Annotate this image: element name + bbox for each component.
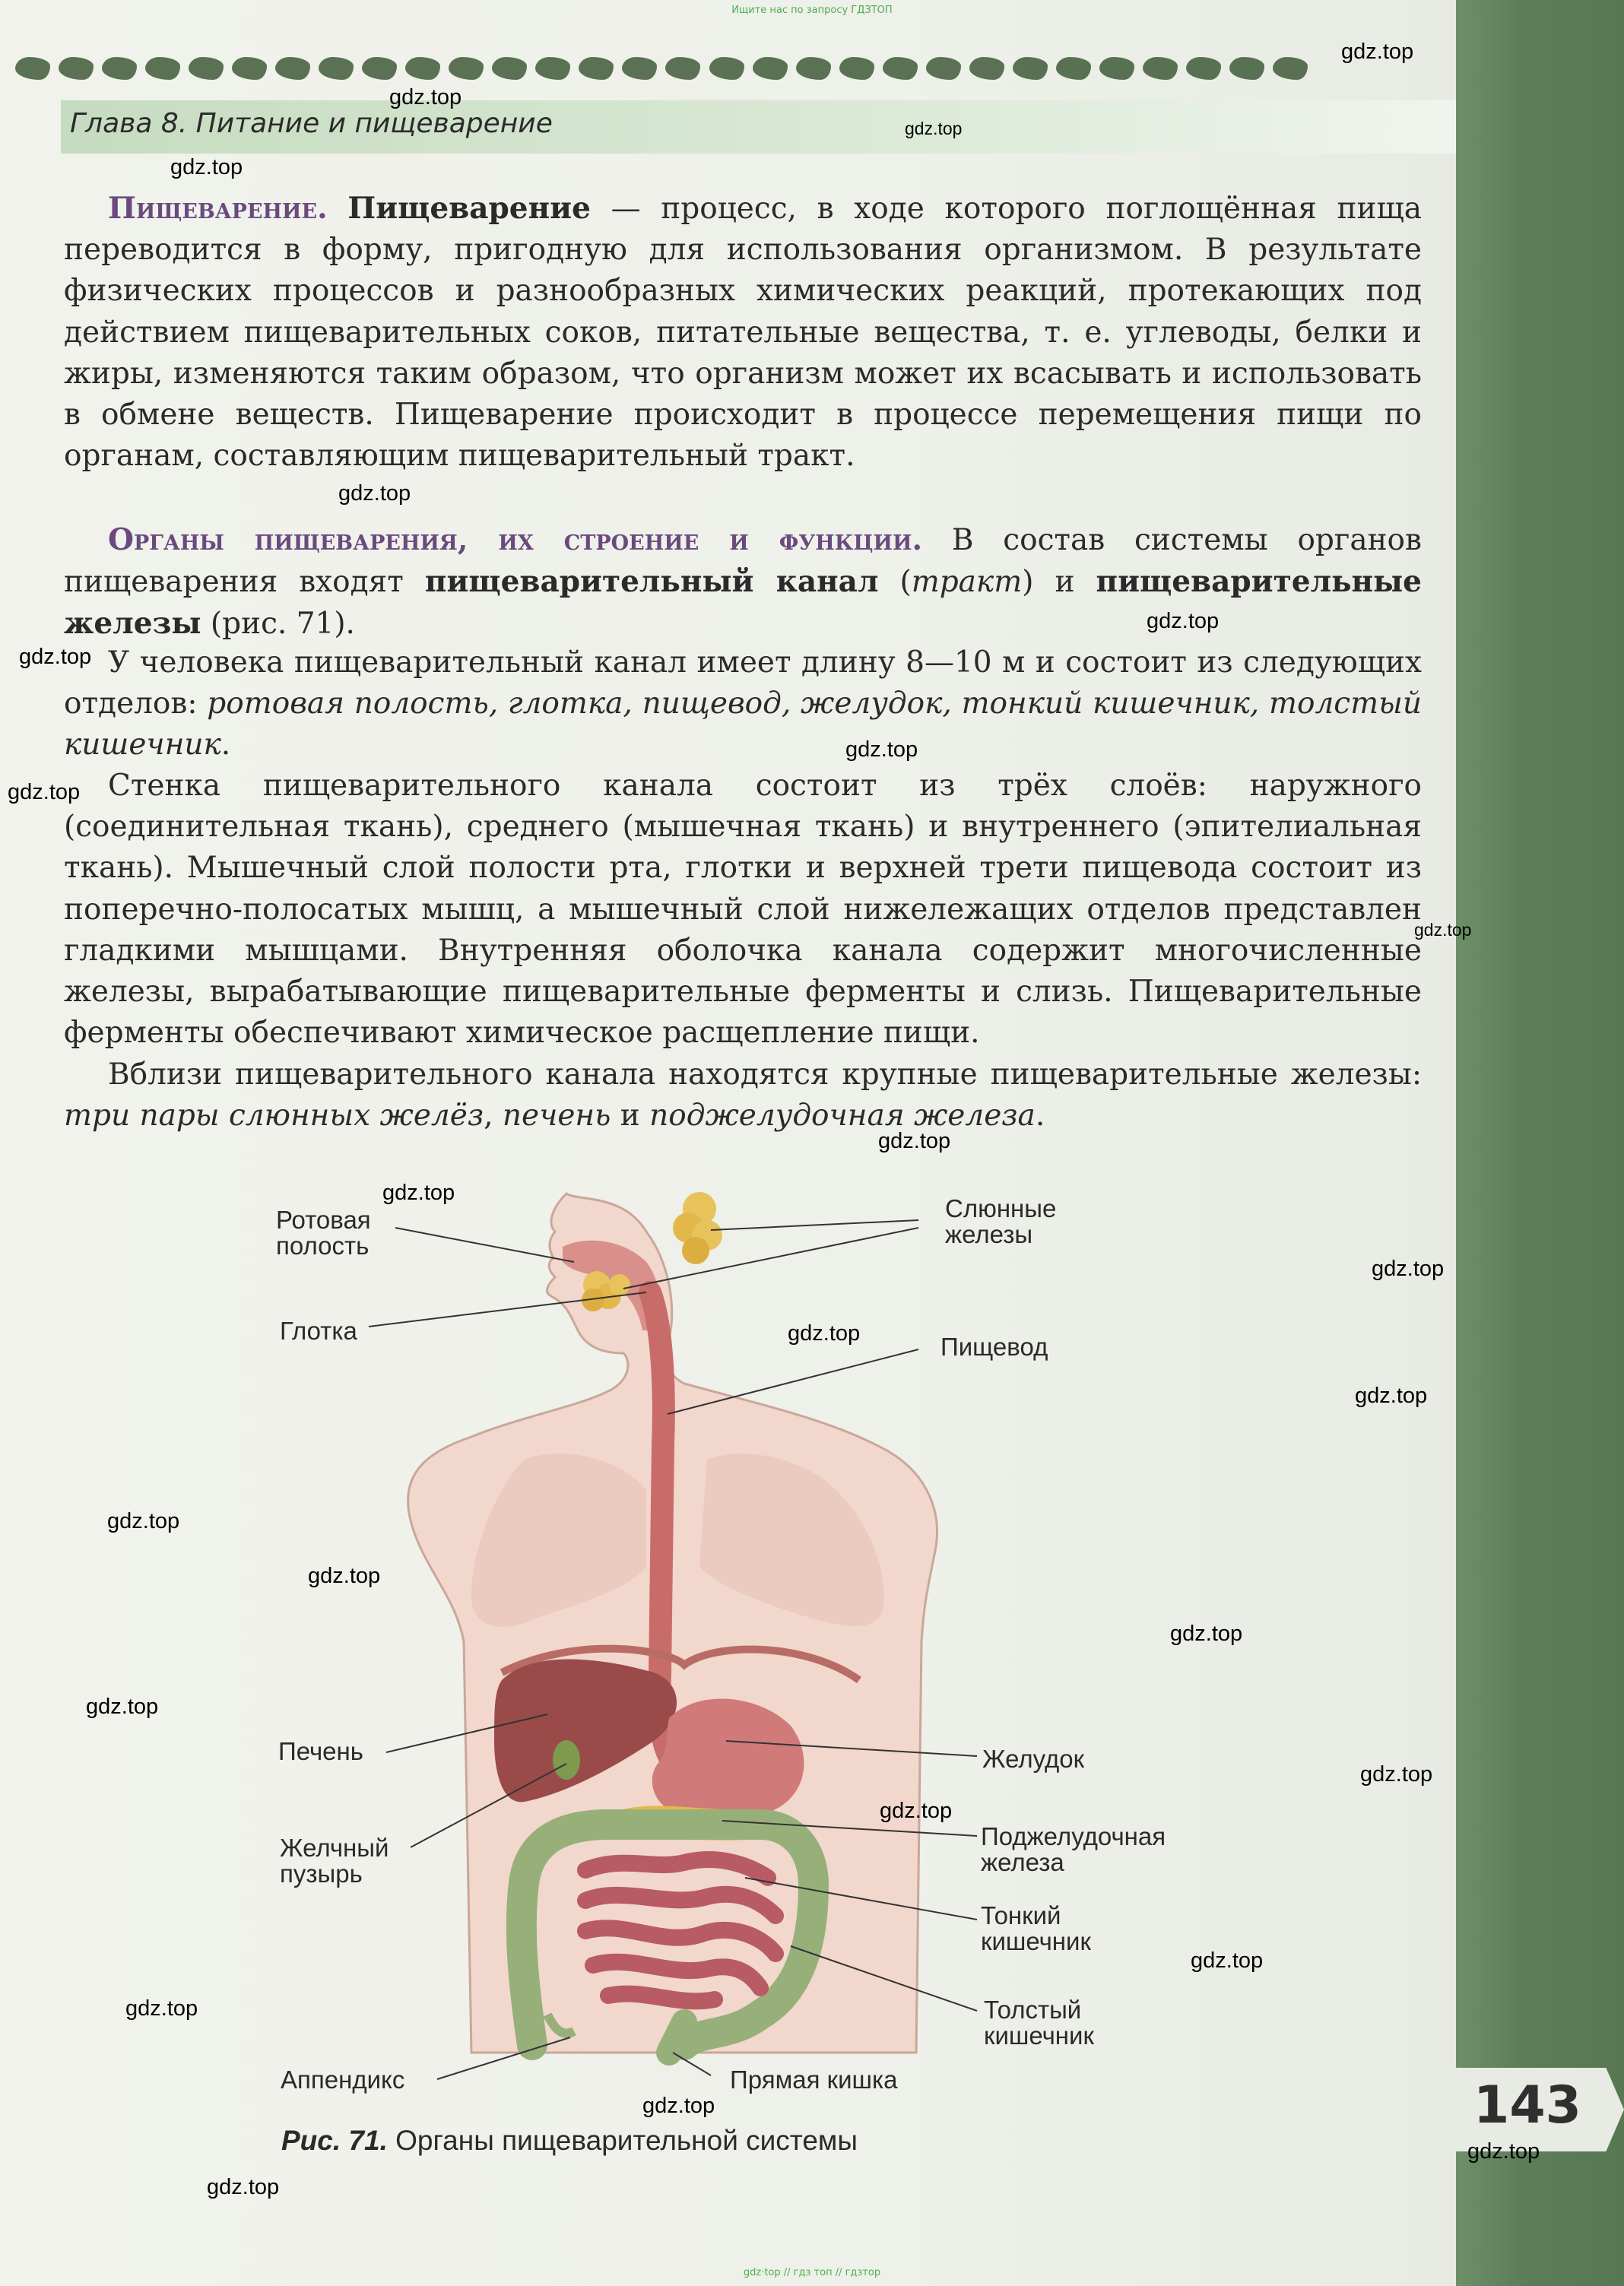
watermark: gdz.top: [1147, 609, 1220, 633]
watermark: gdz.top: [880, 1799, 953, 1823]
term: пищеварительные железы: [64, 564, 1422, 642]
paragraph-text: .: [220, 728, 231, 763]
rectum: [669, 2022, 684, 2053]
watermark: gdz.top: [1191, 1948, 1264, 1973]
watermark: gdz.top: [389, 85, 462, 109]
paragraph-text: .: [1035, 1099, 1045, 1133]
watermark: gdz.top: [86, 1695, 159, 1719]
term-italic: ротовая полость, глотка, пищевод, желудок, тонкий кишечник, толстый кишечник: [64, 686, 1422, 763]
paragraph-text: — процесс, в ходе которого поглощённая пища переводится в форму, пригодную для использования организмом. В результате физических процессов и разнообразных химических реакций, протекающих под действием пищеварительных соков, питательные вещества, т. е. углеводы, белки и жиры, изменяются таким образом, что организм может их всасывать и использовать в обмене веществ. Пищеварение происходит в процессе перемещения пищи по органам, составляющим пищеварительный тракт.: [64, 192, 1422, 474]
term-italic: тракт: [911, 565, 1023, 600]
watermark: gdz.top: [1341, 40, 1414, 64]
term-italic: поджелудочная железа: [649, 1099, 1036, 1133]
watermark: gdz.top: [207, 2175, 280, 2199]
label-small-intestine: Тонкий кишечник: [981, 1901, 1091, 1955]
term-italic: три пары слюнных желёз: [64, 1099, 484, 1133]
watermark: gdz.top: [308, 1564, 381, 1588]
watermark: gdz.top: [1355, 1384, 1428, 1408]
watermark: gdz.top: [642, 2094, 715, 2118]
term: Пищеварение: [347, 191, 591, 226]
watermark: gdz.top: [338, 481, 411, 506]
top-note: Ищите нас по запросу ГДЗТОП: [731, 5, 893, 16]
label-large-intestine: Толстый кишечник: [984, 1996, 1094, 2050]
paragraph-text: Вблизи пищеварительного канала находятся крупные пищеварительные железы:: [108, 1057, 1422, 1092]
watermark: gdz.top: [107, 1509, 180, 1533]
watermark: gdz.top: [788, 1321, 861, 1346]
watermark: gdz.top: [382, 1181, 455, 1205]
term: пищеварительный канал: [424, 564, 879, 600]
label-esophagus: Пищевод: [940, 1333, 1048, 1361]
label-appendix: Аппендикс: [281, 2066, 405, 2094]
watermark: gdz.top: [1467, 2139, 1540, 2164]
label-rectum: Прямая кишка: [730, 2066, 898, 2094]
paragraph-canal-wall: Стенка пищеварительного канала состоит из трёх слоёв: наружного (соединительная ткань), среднего (мышечная ткань) и внутреннего (эпителиальная ткань). Мышечный слой полости рта, глотки и верхней трети пищевода состоит из поперечно-полосатых мышц, а мышечный слой нижележащих отделов представлен гладкими мышцами. Внутренняя оболочка канала содержит многочисленные железы, вырабатывающие пищеварительные ферменты и слизь. Пищеварительные ферменты обеспечивают химическое расщепление пищи.: [64, 769, 1422, 1051]
term-italic: печень: [502, 1099, 611, 1133]
bottom-note: gdz·top // гдз топ // гдзтор: [743, 2267, 881, 2278]
caption-text: Органы пищеварительной системы: [387, 2125, 858, 2156]
watermark: gdz.top: [905, 119, 963, 138]
label-gallbladder: Желчный пузырь: [280, 1834, 389, 1888]
label-oral-cavity: Ротовая полость: [276, 1206, 371, 1260]
watermark: gdz.top: [8, 780, 81, 804]
chapter-title: Глава 8. Питание и пищеварение: [70, 108, 553, 139]
watermark: gdz.top: [1170, 1622, 1243, 1646]
label-pharynx: Глотка: [280, 1317, 357, 1345]
label-salivary-glands: Слюнные железы: [945, 1194, 1057, 1248]
watermark: gdz.top: [125, 1996, 198, 2021]
watermark: gdz.top: [1360, 1762, 1433, 1787]
watermark: gdz.top: [1414, 920, 1472, 940]
watermark: gdz.top: [878, 1129, 951, 1153]
watermark: gdz.top: [19, 645, 92, 669]
gallbladder: [553, 1740, 580, 1780]
label-pancreas: Поджелудочная железа: [981, 1822, 1166, 1876]
label-stomach: Желудок: [982, 1745, 1085, 1773]
caption-number: Рис. 71.: [281, 2125, 388, 2156]
paragraph-text: В состав системы органов пищеварения входят: [64, 523, 1422, 600]
watermark: gdz.top: [1372, 1257, 1445, 1281]
paragraph-text: (рис. 71).: [201, 607, 355, 642]
paragraph-text: ,: [484, 1099, 503, 1133]
watermark: gdz.top: [845, 737, 918, 762]
paragraph-text: (: [878, 565, 912, 600]
paragraph-text: У человека пищеварительный канал имеет длину 8—10 м и состоит из следующих отделов:: [64, 645, 1422, 721]
section-heading: Пищеварение.: [108, 191, 328, 226]
figure-caption: [281, 2125, 858, 2157]
paragraph-text: и: [611, 1099, 650, 1133]
label-liver: Печень: [278, 1737, 363, 1765]
section-heading: Органы пищеварения, их строение и функции.: [108, 522, 923, 557]
paragraph-text: ) и: [1022, 565, 1096, 600]
watermark: gdz.top: [170, 155, 243, 179]
page-number: 143: [1473, 2075, 1581, 2135]
